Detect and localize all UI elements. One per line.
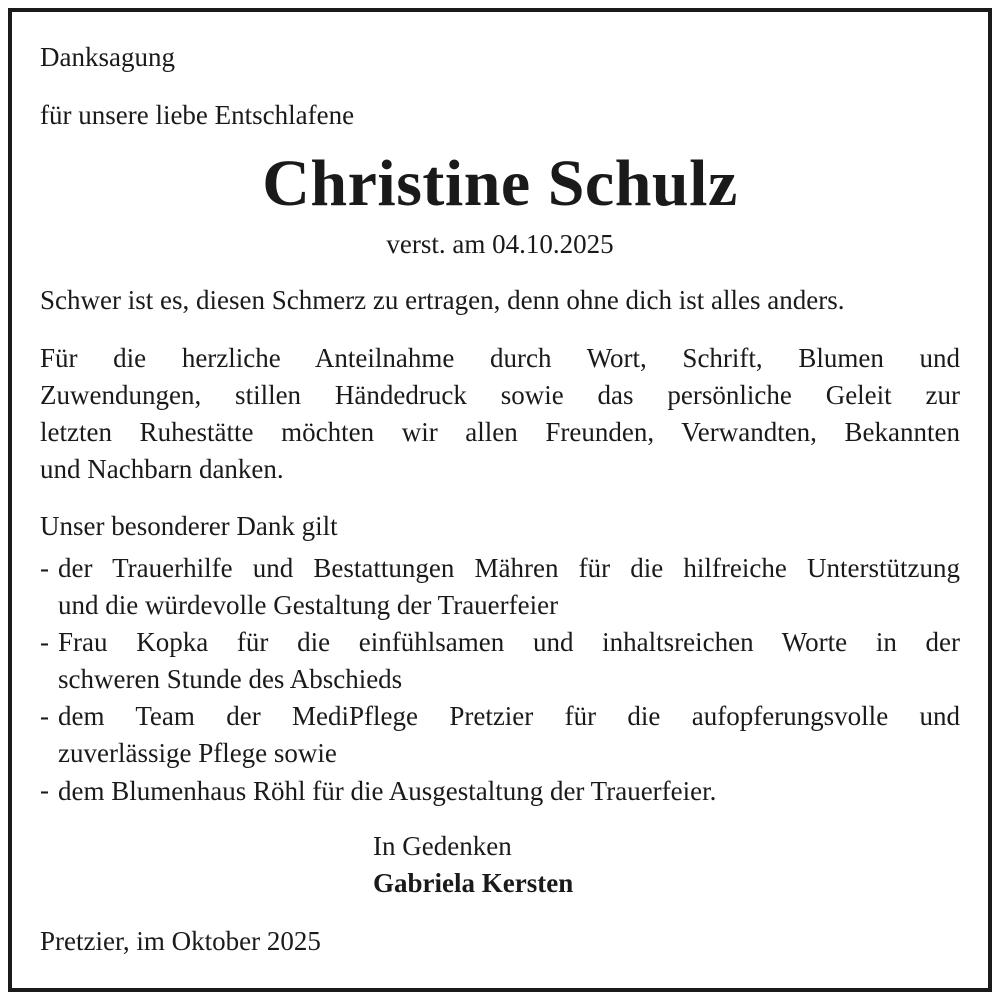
thanks-item-line: und die würdevolle Gestaltung der Trauerfeier [58, 590, 559, 620]
signer-name: Gabriela Kersten [373, 868, 574, 898]
quote-line: Schwer ist es, diesen Schmerz zu ertragen, denn ohne dich ist alles anders. [40, 285, 845, 315]
notice-subtitle: für unsere liebe Entschlafene [40, 100, 355, 130]
dash-marker: - [40, 553, 49, 583]
thanks-item-line: Frau Kopka für die einfühlsamen und inhaltsreichen Worte in der [58, 627, 960, 657]
place-date: Pretzier, im Oktober 2025 [40, 926, 321, 956]
memory-line: In Gedenken [373, 831, 512, 861]
death-date: verst. am 04.10.2025 [386, 229, 614, 259]
special-thanks-intro: Unser besonderer Dank gilt [40, 511, 338, 541]
notice-title: Danksagung [40, 42, 175, 72]
thanks-item-line: dem Team der MediPflege Pretzier für die aufopferungsvolle und [58, 701, 960, 731]
dash-marker: - [40, 701, 49, 731]
paragraph-line: letzten Ruhestätte möchten wir allen Freunden, Verwandten, Bekannten [40, 417, 960, 447]
dash-marker: - [40, 775, 49, 805]
paragraph-line: Für die herzliche Anteilnahme durch Wort, Schrift, Blumen und [40, 343, 960, 373]
thanks-item-line: der Trauerhilfe und Bestattungen Mähren für die hilfreiche Unterstützung [58, 553, 960, 583]
thanks-item-line: dem Blumenhaus Röhl für die Ausgestaltung der Trauerfeier. [58, 776, 717, 806]
paragraph-line: Zuwendungen, stillen Händedruck sowie das persönliche Geleit zur [40, 380, 960, 410]
thanks-item-line: schweren Stunde des Abschieds [58, 664, 403, 694]
deceased-name: Christine Schulz [262, 147, 738, 220]
thanks-item-line: zuverlässige Pflege sowie [58, 738, 337, 768]
paragraph-line: und Nachbarn danken. [40, 454, 284, 484]
dash-marker: - [40, 627, 49, 657]
